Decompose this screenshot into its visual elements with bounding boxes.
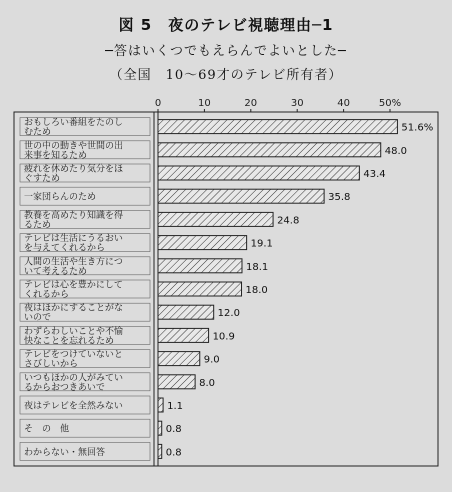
x-tick-label: 10 xyxy=(198,98,211,109)
chart-subtitle: ─答はいくつでもえらんでよいとした─ xyxy=(105,44,347,59)
bar xyxy=(158,352,200,366)
bar xyxy=(158,305,214,319)
category-label: くれるから xyxy=(24,290,70,300)
data-label: 8.0 xyxy=(199,377,216,389)
category-label: 疲れを休めたり気分をほ xyxy=(24,164,124,175)
data-label: 0.8 xyxy=(165,447,182,459)
category-label: さびしいから xyxy=(24,359,79,370)
data-label: 1.1 xyxy=(167,401,184,412)
data-label: 48.0 xyxy=(384,145,407,157)
category-label: むため xyxy=(24,127,52,138)
bar xyxy=(158,236,247,250)
x-tick-label: 50% xyxy=(378,98,402,109)
category-label: テレビをつけていないと xyxy=(24,350,123,361)
category-label: 教養を高めたり知識を得 xyxy=(24,210,124,221)
data-label: 0.8 xyxy=(165,424,182,436)
bar xyxy=(158,120,397,134)
data-label: 18.0 xyxy=(245,285,268,296)
x-tick-label: 0 xyxy=(154,98,162,109)
data-label: 35.8 xyxy=(328,192,351,204)
data-label: 24.8 xyxy=(277,215,300,227)
chart-note: （全国 10～69才のテレビ所有者） xyxy=(109,68,343,83)
bar xyxy=(158,143,381,157)
category-label: 夜はテレビを全然みない xyxy=(24,401,123,412)
bar xyxy=(158,398,163,412)
category-label: 人間の生活や生き方につ xyxy=(24,257,123,268)
x-tick-label: 40 xyxy=(337,98,350,109)
bar xyxy=(158,375,195,389)
chart-title: 図 5 夜のテレビ視聴理由─1 xyxy=(118,16,334,34)
bar xyxy=(158,282,242,296)
category-label: おもしろい番組をたのし xyxy=(24,118,124,129)
data-label: 18.1 xyxy=(245,261,269,273)
category-label: 夜はほかにすることがな xyxy=(24,303,124,314)
bar xyxy=(158,328,209,342)
x-tick-label: 20 xyxy=(244,98,258,109)
category-label: テレビは心を豊かにして xyxy=(24,280,123,291)
category-label: いつもほかの人がみてい xyxy=(24,373,124,384)
category-label: を与えてくれるから xyxy=(24,243,106,254)
category-label: 来事を知るため xyxy=(24,150,88,161)
data-label: 10.9 xyxy=(212,331,235,343)
category-label: るからおつきあいで xyxy=(24,382,105,393)
category-label: わからない・無回答 xyxy=(24,447,106,458)
category-label: 快なことを忘れるため xyxy=(24,336,115,347)
bar xyxy=(158,166,359,180)
bar xyxy=(158,212,273,226)
bar xyxy=(158,444,162,458)
category-label: テレビは生活にうるおい xyxy=(24,234,123,245)
category-label: るため xyxy=(24,220,52,231)
category-label: いて考えるため xyxy=(24,266,88,277)
bar xyxy=(158,259,242,273)
category-label: そ の 他 xyxy=(24,424,70,435)
category-label: わずらわしいことや不愉 xyxy=(24,326,124,337)
data-label: 9.0 xyxy=(203,354,220,366)
data-label: 43.4 xyxy=(363,169,386,180)
category-label: 一家団らんのため xyxy=(24,192,97,203)
data-label: 12.0 xyxy=(217,308,240,320)
category-label: ぐすため xyxy=(24,174,61,184)
bar xyxy=(158,421,162,435)
category-label: いので xyxy=(24,313,52,324)
data-label: 19.1 xyxy=(250,238,273,250)
bar xyxy=(158,189,324,203)
data-label: 51.6% xyxy=(401,122,434,134)
category-label: 世の中の動きや世間の出 xyxy=(24,141,124,152)
x-tick-label: 30 xyxy=(290,98,304,109)
